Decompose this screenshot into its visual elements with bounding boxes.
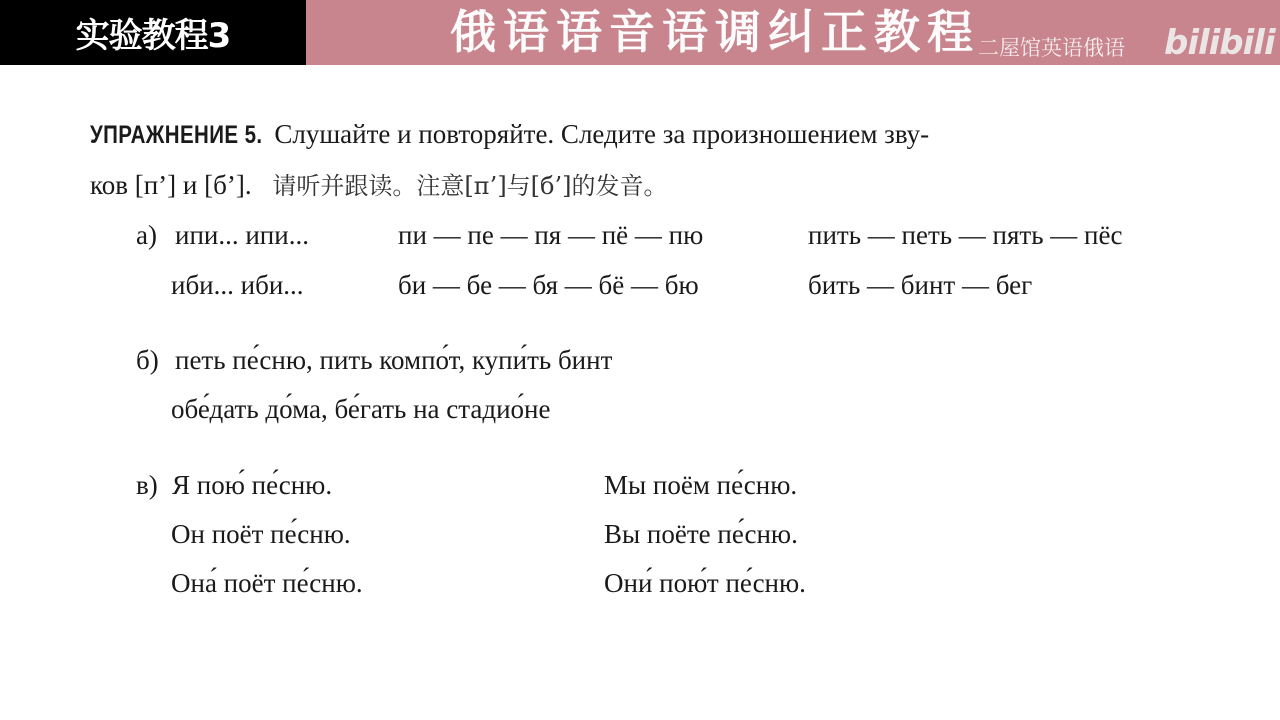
course-title: 俄语语音语调纠正教程 [450, 5, 980, 59]
part-a-row2-col3: бить — бинт — бег [808, 270, 1033, 300]
header-banner [0, 0, 1280, 65]
part-c-right-3: Они́ пою́т пе́сню. [604, 568, 806, 598]
part-a-marker: а) [136, 220, 157, 250]
part-b-marker: б) [136, 345, 159, 375]
lesson-label: 实验教程3 [75, 16, 231, 56]
instruction-line2-row [90, 168, 667, 203]
part-c-marker: в) [136, 470, 158, 500]
exercise-heading [90, 117, 929, 152]
instruction-line2: ков [п’] и [б’]. [90, 170, 252, 200]
part-a-row2-col2: би — бе — бя — бё — бю [398, 270, 699, 300]
part-a-row1-col1: ипи... ипи... [175, 220, 309, 250]
part-c-right-2: Вы поёте пе́сню. [604, 519, 798, 549]
part-b-line1: петь пе́сню, пить компо́т, купи́ть бинт [175, 345, 613, 375]
instruction-line1: Слушайте и повторяйте. Следите за произношением зву- [274, 119, 930, 149]
channel-watermark: 二屋馆英语俄语 [978, 36, 1125, 60]
exercise-label: УПРАЖНЕНИЕ 5. [90, 121, 263, 149]
bilibili-logo-icon: bilibili [1164, 23, 1275, 63]
part-c-left-1: Я пою́ пе́сню. [172, 470, 333, 500]
part-b-line2: обе́дать до́ма, бе́гать на стадио́не [171, 394, 551, 424]
part-c-left-2: Он поёт пе́сню. [171, 519, 351, 549]
part-a-row1-col2: пи — пе — пя — пё — пю [398, 220, 704, 250]
part-c-left-3: Она́ поёт пе́сню. [171, 568, 363, 598]
part-c-right-1: Мы поём пе́сню. [604, 470, 798, 500]
lesson-label-box [0, 0, 306, 65]
part-a-row2-col1: иби... иби... [171, 270, 304, 300]
title-box [306, 0, 1280, 65]
instruction-cn: 请听并跟读。注意[п’]与[б’]的发音。 [272, 172, 668, 200]
part-a-row1-col3: пить — петь — пять — пёс [808, 220, 1123, 250]
